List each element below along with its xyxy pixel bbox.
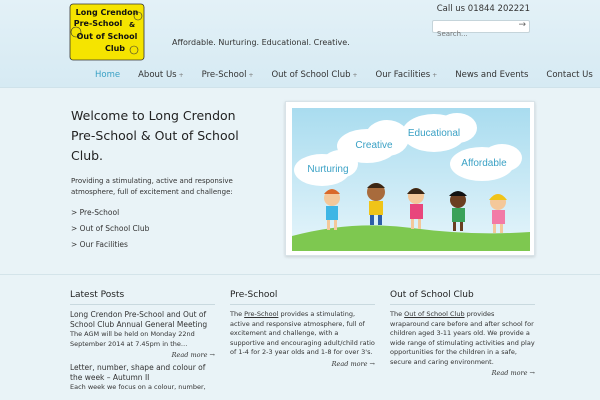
site-logo[interactable] [68, 2, 146, 62]
plus-icon: + [432, 72, 438, 79]
site-header [0, 0, 600, 88]
hero-image [285, 101, 535, 256]
oosc-link[interactable]: Out of School Club [404, 310, 465, 318]
nav-about-label: About Us [138, 70, 177, 80]
preschool-text [230, 310, 375, 358]
hero-link-preschool[interactable]: > Pre-School [71, 208, 120, 217]
children-illustration [292, 108, 530, 251]
hero-links [71, 205, 149, 253]
hero-link-oosc[interactable]: > Out of School Club [71, 224, 150, 233]
nav-preschool[interactable] [193, 66, 263, 86]
cloud-text-educational: Educational [407, 128, 461, 139]
puzzle-logo-icon [68, 2, 146, 62]
cloud-text-nurturing: Nurturing [307, 164, 349, 175]
post-title-1[interactable]: Long Crendon Pre-School and Out of School Club Annual General Meeting [70, 310, 208, 329]
svg-text:Club: Club [104, 44, 126, 53]
post-excerpt-2: Each week we focus on a colour, number, [70, 383, 206, 391]
hero-title: Welcome to Long Crendon Pre-School & Out of School Club. [71, 108, 239, 163]
svg-text:&: & [128, 21, 136, 29]
cloud-text-affordable: Affordable [461, 158, 507, 169]
preschool-column [230, 290, 375, 372]
nav-home-label: Home [95, 70, 121, 80]
phone-number: Call us 01844 202221 [436, 4, 530, 14]
nav-home[interactable] [86, 66, 129, 86]
nav-about[interactable] [129, 66, 193, 86]
svg-text:Long Crendon: Long Crendon [75, 8, 139, 17]
nav-contact[interactable] [537, 66, 600, 86]
post-title-2[interactable]: Letter, number, shape and colour of the week – Autumn II [70, 363, 206, 382]
oosc-read-more[interactable]: Read more → [491, 369, 535, 377]
post-excerpt-1: The AGM will be held on Monday 22nd September 2014 at 7.45pm in the… [70, 330, 195, 348]
preschool-read-more[interactable]: Read more → [331, 359, 375, 368]
plus-icon: + [352, 72, 358, 79]
plus-icon: + [248, 72, 254, 79]
search-submit-icon[interactable]: → [518, 20, 526, 30]
preschool-lead: The [230, 310, 245, 318]
nav-news-label: News and Events [455, 70, 529, 80]
preschool-body: provides a stimulating, active and responsive atmosphere, full of excitement and challenge, with a supportive and encouraging adult/child ratio of 1-4 for 2-3 year olds and 1-8 for over 3's. [230, 310, 375, 356]
nav-oosc-label: Out of School Club [271, 70, 351, 80]
oosc-lead: The [390, 310, 405, 318]
post-read-more-1[interactable]: Read more → [171, 351, 215, 359]
oosc-body: provides wraparound care before and after school for children aged 3-11 years old. We provide a wide range of stimulating activities and play opportunities for the children in a safe, secure and caring environment. [390, 310, 535, 366]
nav-facilities[interactable] [367, 66, 447, 86]
hero-link-facilities[interactable]: > Our Facilities [71, 240, 128, 249]
search-input[interactable] [433, 29, 513, 40]
svg-text:Pre-School: Pre-School [73, 19, 123, 28]
nav-preschool-label: Pre-School [201, 70, 247, 80]
cloud-text-creative: Creative [355, 140, 393, 151]
section-divider [0, 274, 600, 275]
main-nav [86, 66, 600, 86]
preschool-link[interactable]: Pre-School [244, 310, 279, 318]
nav-facilities-label: Our Facilities [375, 70, 431, 80]
latest-posts-heading: Latest Posts [70, 290, 215, 305]
nav-news[interactable] [446, 66, 537, 86]
site-tagline: Affordable. Nurturing. Educational. Creative. [172, 38, 350, 47]
oosc-column [390, 290, 535, 381]
nav-oosc[interactable] [262, 66, 366, 86]
nav-contact-label: Contact Us [546, 70, 593, 80]
plus-icon: + [178, 72, 184, 79]
svg-text:Out of School: Out of School [76, 32, 138, 41]
preschool-heading: Pre-School [230, 290, 375, 305]
oosc-heading: Out of School Club [390, 290, 535, 305]
oosc-text [390, 310, 535, 367]
hero-intro: Providing a stimulating, active and responsive atmosphere, full of excitement and challenge: [71, 177, 233, 196]
latest-posts-column [70, 290, 215, 393]
search-box [432, 20, 530, 33]
